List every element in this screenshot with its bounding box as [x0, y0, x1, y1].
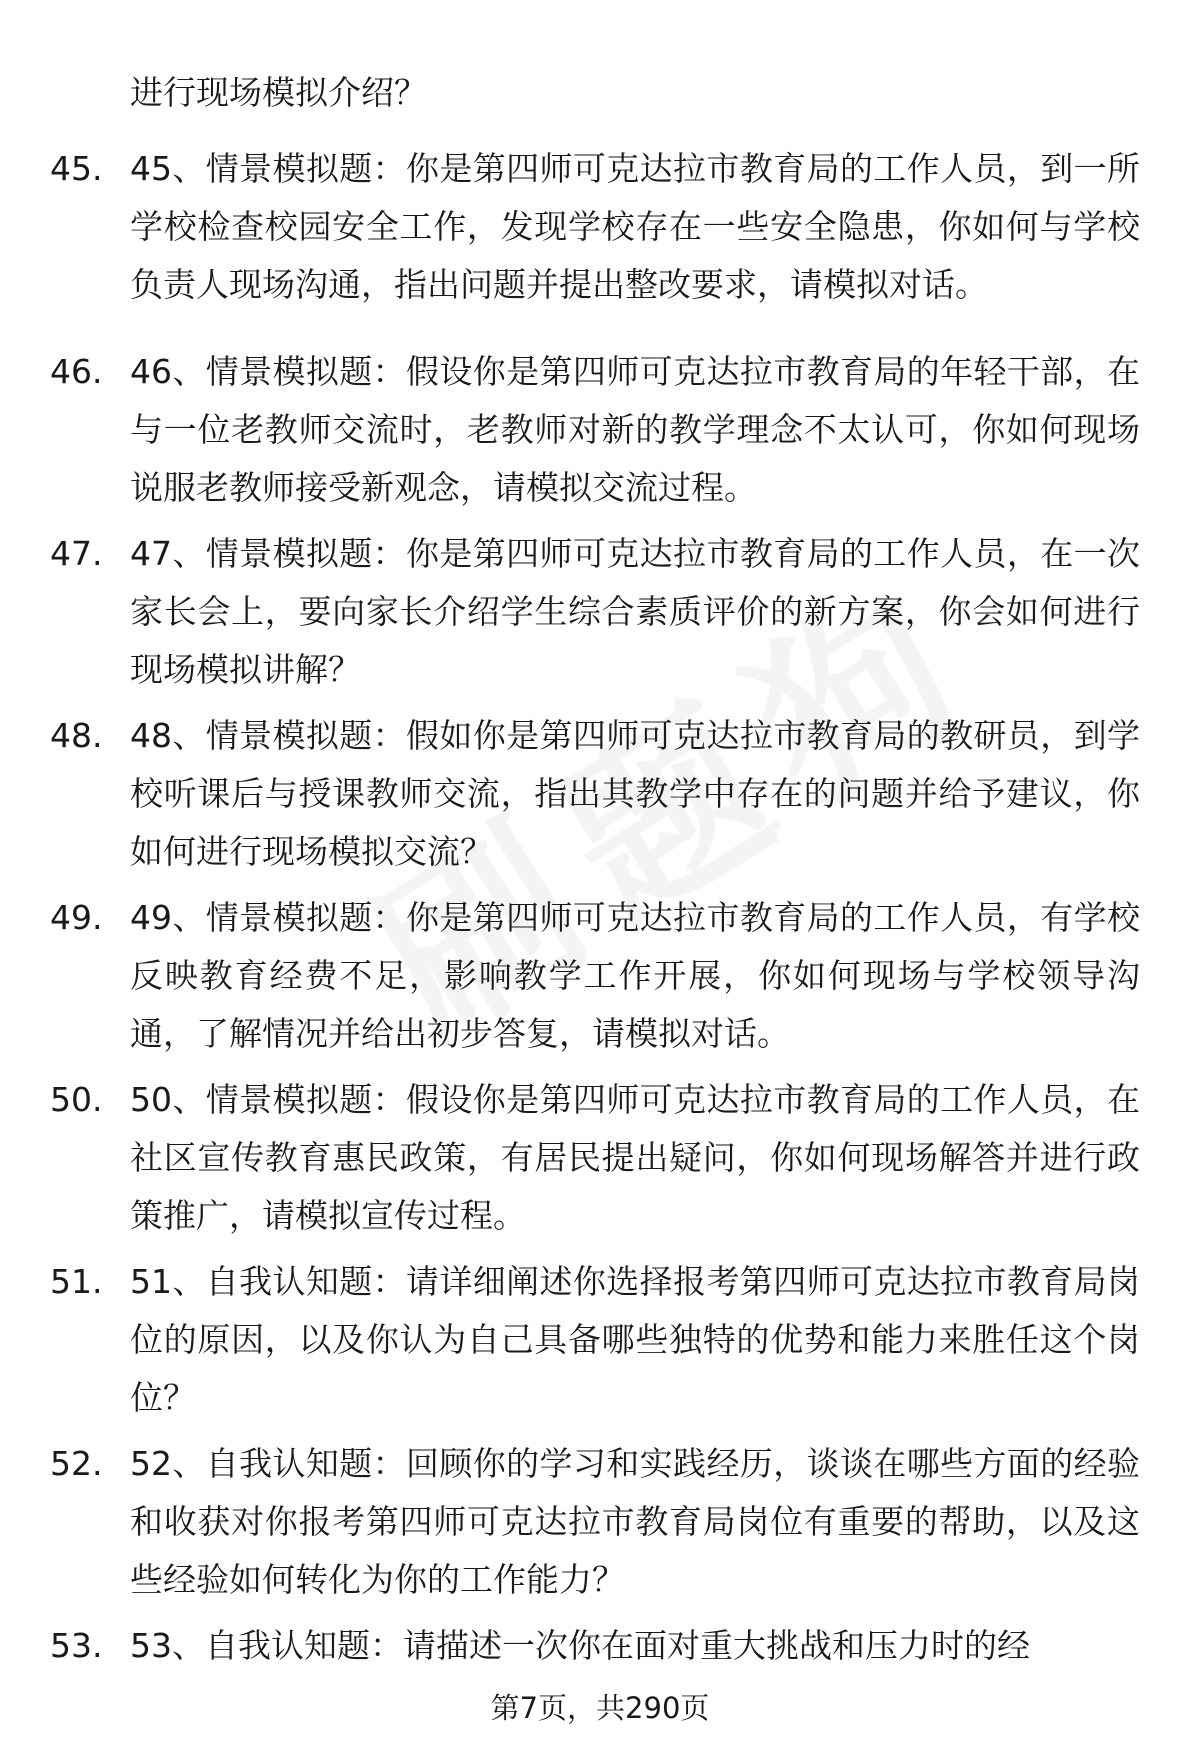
item-text: 50、情景模拟题：假设你是第四师可克达拉市教育局的工作人员，在社区宣传教育惠民政策，有居民提出疑问，你如何现场解答并进行政策推广，请模拟宣传过程。: [130, 1080, 1140, 1235]
item-text: 47、情景模拟题：你是第四师可克达拉市教育局的工作人员，在一次家长会上，要向家长介绍学生综合素质评价的新方案，你会如何进行现场模拟讲解？: [130, 534, 1140, 689]
item-text: 53、自我认知题：请描述一次你在面对重大挑战和压力时的经: [130, 1626, 1030, 1665]
item-number: 46.: [50, 352, 103, 391]
item-text: 48、情景模拟题：假如你是第四师可克达拉市教育局的教研员，到学校听课后与授课教师交流，指出其教学中存在的问题并给予建议，你如何进行现场模拟交流？: [130, 716, 1140, 871]
item-text: 46、情景模拟题：假设你是第四师可克达拉市教育局的年轻干部，在与一位老教师交流时，老教师对新的教学理念不太认可，你如何现场说服老教师接受新观念，请模拟交流过程。: [130, 352, 1140, 507]
item-number: 48.: [50, 716, 103, 755]
item-number: 45.: [50, 149, 103, 188]
item-text: 52、自我认知题：回顾你的学习和实践经历，谈谈在哪些方面的经验和收获对你报考第四师可克达拉市教育局岗位有重要的帮助，以及这些经验如何转化为你的工作能力？: [130, 1444, 1140, 1599]
item-number: 47.: [50, 534, 103, 573]
item-text: 51、自我认知题：请详细阐述你选择报考第四师可克达拉市教育局岗位的原因，以及你认为自己具备哪些独特的优势和能力来胜任这个岗位？: [130, 1262, 1140, 1417]
item-number: 49.: [50, 898, 103, 937]
continuation-text: 进行现场模拟介绍？: [130, 73, 427, 112]
page-footer: 第7页，共290页: [490, 1691, 710, 1725]
item-text: 49、情景模拟题：你是第四师可克达拉市教育局的工作人员，有学校反映教育经费不足，影响教学工作开展，你如何现场与学校领导沟通，了解情况并给出初步答复，请模拟对话。: [130, 898, 1140, 1053]
item-number: 52.: [50, 1444, 103, 1483]
item-number: 50.: [50, 1080, 103, 1119]
item-text: 45、情景模拟题：你是第四师可克达拉市教育局的工作人员，到一所学校检查校园安全工作，发现学校存在一些安全隐患，你如何与学校负责人现场沟通，指出问题并提出整改要求，请模拟对话。: [130, 149, 1140, 304]
item-number: 53.: [50, 1626, 103, 1665]
item-number: 51.: [50, 1262, 103, 1301]
